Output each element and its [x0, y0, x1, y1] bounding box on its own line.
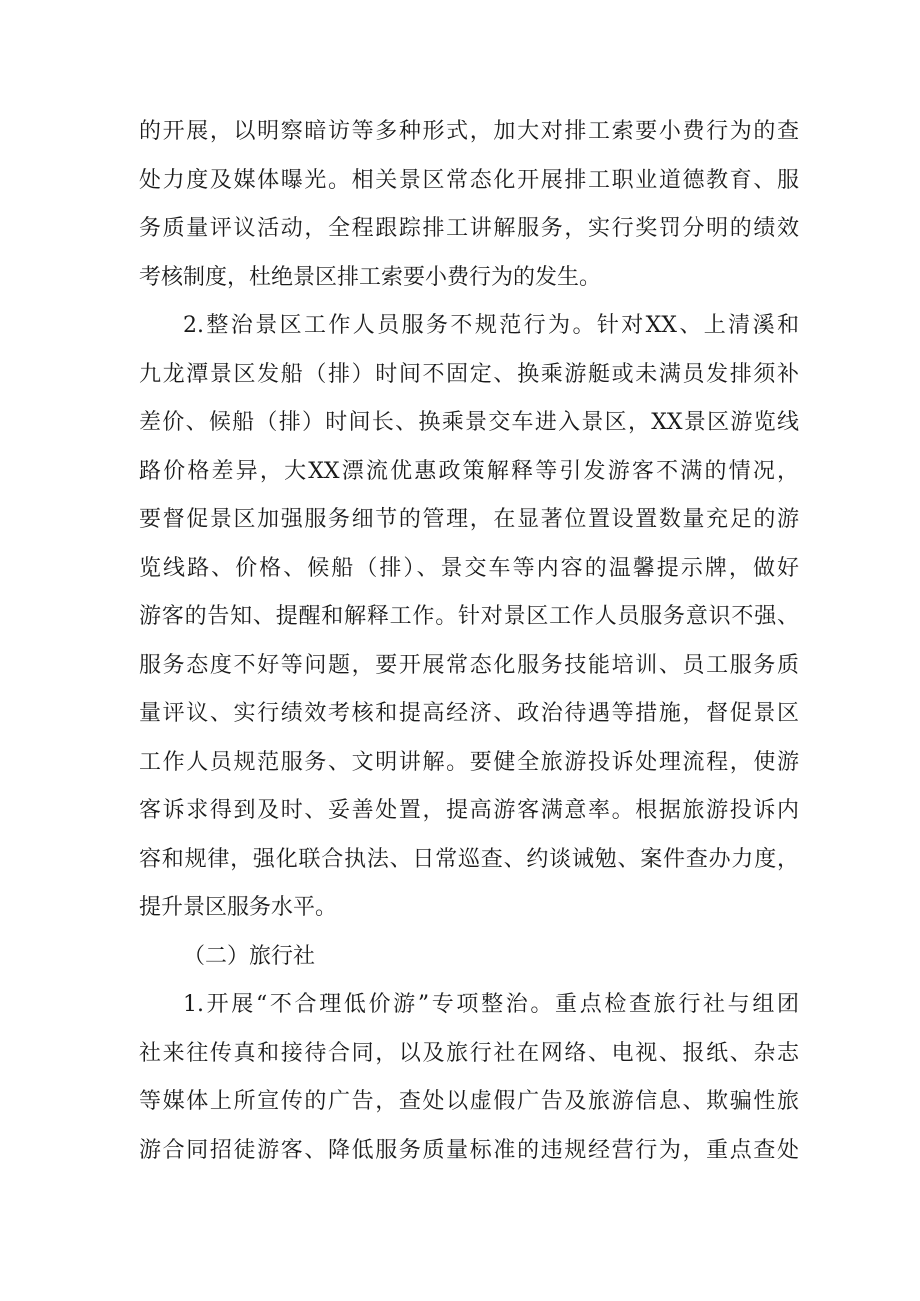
text-line: 的开展，以明察暗访等多种形式，加大对排工索要小费行为的查 [139, 119, 799, 144]
text-line: 考核制度，杜绝景区排工索要小费行为的发生。 [139, 264, 602, 290]
text-line: 务质量评议活动，全程跟踪排工讲解服务，实行奖罚分明的绩效 [139, 216, 799, 241]
paragraph-continuation [139, 108, 799, 302]
text-line: 服务态度不好等问题，要开展常态化服务技能培训、员工服务质 [139, 652, 799, 678]
text-line: 九龙潭景区发船（排）时间不固定、换乘游艇或未满员发排须补 [139, 361, 799, 387]
text-line: 1.开展“不合理低价游”专项整治。重点检查旅行社与组团 [183, 992, 799, 1017]
paragraph-service-regulation [139, 302, 799, 933]
text-line: 量评议、实行绩效考核和提高经济、政治待遇等措施，督促景区 [139, 701, 799, 726]
text-line: 处力度及媒体曝光。相关景区常态化开展排工职业道德教育、服 [139, 167, 799, 193]
text-line: 社来往传真和接待合同，以及旅行社在网络、电视、报纸、杂志 [139, 1040, 799, 1066]
paragraph-low-price-tour [139, 981, 799, 1175]
text-line: 等媒体上所宣传的广告，查处以虚假广告及旅游信息、欺骗性旅 [139, 1089, 799, 1114]
text-line: 客诉求得到及时、妥善处置，提高游客满意率。根据旅游投诉内 [139, 798, 799, 823]
document-body [139, 108, 799, 1175]
text-line: 路价格差异，大XX漂流优惠政策解释等引发游客不满的情况， [139, 458, 799, 484]
text-line: 容和规律，强化联合执法、日常巡查、约谈诫勉、案件查办力度， [139, 846, 799, 872]
text-line: 提升景区服务水平。 [139, 895, 338, 920]
text-line: 工作人员规范服务、文明讲解。要健全旅游投诉处理流程，使游 [139, 749, 799, 775]
text-line: 览线路、价格、候船（排）、景交车等内容的温馨提示牌，做好 [139, 555, 799, 581]
text-line: 游合同招徒游客、降低服务质量标准的违规经营行为，重点查处 [139, 1137, 799, 1163]
text-line: 要督促景区加强服务细节的管理，在显著位置设置数量充足的游 [139, 507, 799, 532]
heading-travel-agency: （二）旅行社 [183, 943, 316, 969]
section-heading [139, 933, 799, 982]
text-line: 2.整治景区工作人员服务不规范行为。针对XX、上清溪和 [183, 313, 799, 338]
text-line: 差价、候船（排）时间长、换乘景交车进入景区，XX景区游览线 [139, 410, 799, 435]
text-line: 游客的告知、提醒和解释工作。针对景区工作人员服务意识不强、 [139, 604, 799, 629]
